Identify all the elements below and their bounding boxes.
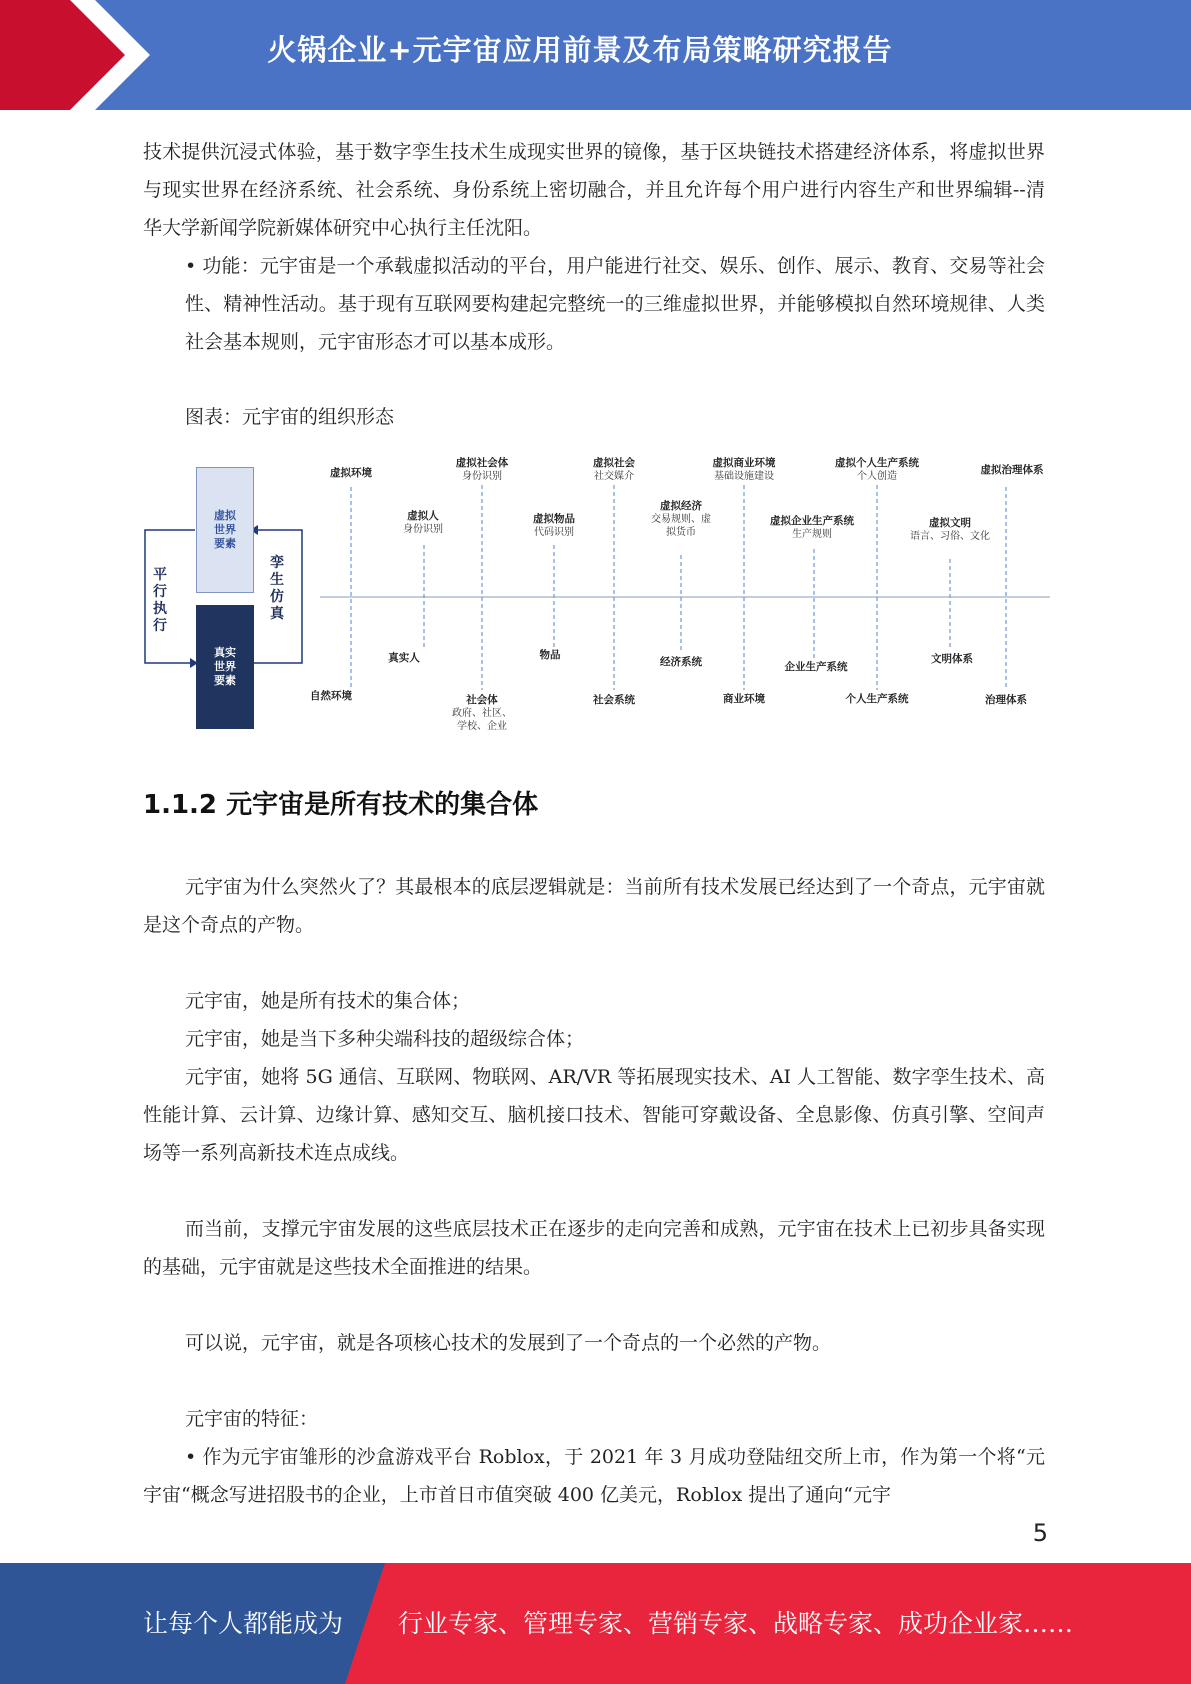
diagram-node: 个人生产系统 [845, 693, 909, 705]
diagram-node: 虚拟文明 语言、习俗、文化 [910, 517, 990, 542]
body-paragraph: 而当前，支撑元宇宙发展的这些底层技术正在逐步的走向完善和成熟，元宇宙在技术上已初步具备实现的基础，元宇宙就是这些技术全面推进的结果。 [143, 1218, 1045, 1278]
diagram-node: 文明体系 [931, 653, 973, 665]
real-box-label: 真实世界要素 [214, 646, 236, 687]
header-title: 火锅企业+元宇宙应用前景及布局策略研究报告 [267, 33, 893, 67]
section-body [143, 868, 1045, 1514]
body-paragraph: 元宇宙，她是所有技术的集合体； [185, 990, 471, 1012]
diagram-node: 虚拟物品 代码识别 [533, 513, 575, 538]
diagram-node: 企业生产系统 [784, 661, 848, 673]
metaverse-organization-diagram [140, 455, 1050, 740]
section-heading: 1.1.2 元宇宙是所有技术的集合体 [143, 790, 539, 820]
header-arrow-decoration [0, 0, 160, 110]
diagram-node: 治理体系 [985, 694, 1027, 706]
virtual-box-label: 虚拟世界要素 [214, 509, 236, 550]
diagram-node: 社会体 政府、社区、学校、企业 [452, 694, 512, 732]
diagram-node: 虚拟个人生产系统 个人创造 [835, 457, 919, 482]
roblox-bullet: • 作为元宇宙雏形的沙盒游戏平台 Roblox，于 2021 年 3 月成功登陆纽交所上市，作为第一个将“元宇宙“概念写进招股书的企业，上市首日市值突破 400 亿美元，Roblox 提出了通向“元宇 [143, 1446, 1045, 1506]
diagram-node: 虚拟人 身份识别 [403, 510, 443, 535]
diagram-node: 真实人 [388, 652, 420, 664]
function-bullet: • 功能：元宇宙是一个承载虚拟活动的平台，用户能进行社交、娱乐、创作、展示、教育、交易等社会性、精神性活动。基于现有互联网要构建起完整统一的三维虚拟世界，并能够模拟自然环境规律、人类社会基本规则，元宇宙形态才可以基本成形。 [185, 255, 1045, 353]
body-paragraph: 元宇宙，她是当下多种尖端科技的超级综合体； [185, 1028, 585, 1050]
footer-slogan-left: 让每个人都能成为 [143, 1609, 344, 1638]
diagram-node: 虚拟治理体系 [980, 464, 1044, 476]
figure-caption: 图表：元宇宙的组织形态 [185, 406, 395, 428]
diagram-node: 自然环境 [310, 690, 352, 702]
footer-slogan-right: 行业专家、管理专家、营销专家、战略专家、成功企业家…… [398, 1609, 1074, 1638]
diagram-node: 经济系统 [660, 656, 702, 668]
diagram-node: 物品 [539, 649, 561, 661]
real-world-elements-box [196, 605, 254, 729]
intro-paragraph: 技术提供沉浸式体验，基于数字孪生技术生成现实世界的镜像，基于区块链技术搭建经济体系，将虚拟世界与现实世界在经济系统、社会系统、身份系统上密切融合，并且允许每个用户进行内容生产和世界编辑--清华大学新闻学院新媒体研究中心执行主任沈阳。 [143, 141, 1045, 239]
parallel-execution-label: 平行执行 [153, 567, 167, 634]
diagram-node: 虚拟经济 交易规则、虚拟货币 [651, 500, 711, 538]
page-number: 5 [1032, 1519, 1048, 1547]
body-paragraph: 元宇宙为什么突然火了？其最根本的底层逻辑就是：当前所有技术发展已经达到了一个奇点，元宇宙就是这个奇点的产物。 [143, 876, 1045, 936]
diagram-node: 社会系统 [593, 694, 635, 706]
page-header [0, 0, 1191, 110]
body-paragraph: 可以说，元宇宙，就是各项核心技术的发展到了一个奇点的一个必然的产物。 [185, 1332, 832, 1354]
diagram-node: 商业环境 [723, 693, 765, 705]
diagram-node: 虚拟企业生产系统 生产规则 [770, 515, 854, 540]
body-paragraph: 元宇宙的特征： [185, 1408, 319, 1430]
diagram-node: 虚拟社会 社交媒介 [593, 457, 635, 482]
page-footer [0, 1563, 1191, 1684]
diagram-node: 虚拟社会体 身份识别 [455, 457, 509, 482]
intro-text [143, 133, 1045, 361]
virtual-world-elements-box [196, 467, 254, 593]
twin-simulation-label: 孪生仿真 [270, 555, 284, 622]
body-paragraph: 元宇宙，她将 5G 通信、互联网、物联网、AR/VR 等拓展现实技术、AI 人工智能、数字孪生技术、高性能计算、云计算、边缘计算、感知交互、脑机接口技术、智能可穿戴设备、全息影像、仿真引擎、空间声场等一系列高新技术连点成线。 [143, 1066, 1045, 1164]
diagram-node: 虚拟环境 [330, 467, 372, 479]
diagram-node: 虚拟商业环境 基础设施建设 [712, 457, 776, 482]
